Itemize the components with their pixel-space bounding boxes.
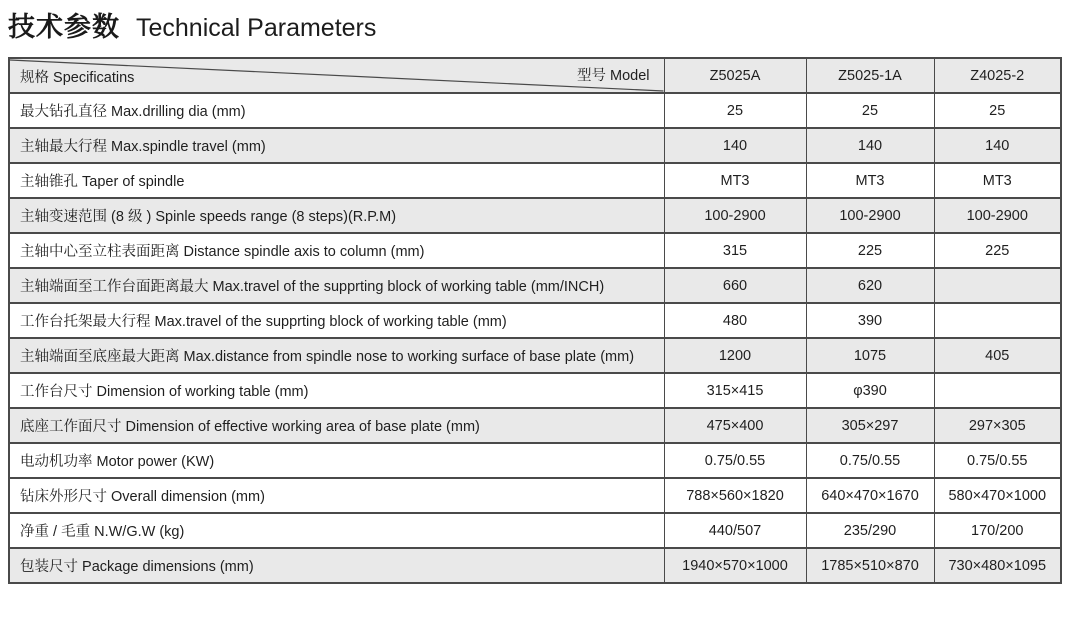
spec-header-label: 规格 Specificatins <box>20 70 135 86</box>
row-label: 最大钻孔直径 Max.drilling dia (mm) <box>9 93 664 128</box>
row-label: 钻床外形尺寸 Overall dimension (mm) <box>9 478 664 513</box>
row-value: 140 <box>664 128 806 163</box>
spec-model-header-cell <box>9 58 664 93</box>
table-row <box>9 478 1061 513</box>
page-title-en: Technical Parameters <box>136 14 377 42</box>
row-value: MT3 <box>664 163 806 198</box>
row-value: 315 <box>664 233 806 268</box>
row-value: 1200 <box>664 338 806 373</box>
table-row <box>9 198 1061 233</box>
row-value: 25 <box>934 93 1061 128</box>
table-header-row <box>9 58 1061 93</box>
row-value: 225 <box>806 233 934 268</box>
row-value: 25 <box>806 93 934 128</box>
row-label: 主轴锥孔 Taper of spindle <box>9 163 664 198</box>
table-row <box>9 128 1061 163</box>
row-value: 1075 <box>806 338 934 373</box>
row-value: 225 <box>934 233 1061 268</box>
row-value: 390 <box>806 303 934 338</box>
row-value: 297×305 <box>934 408 1061 443</box>
row-label: 主轴最大行程 Max.spindle travel (mm) <box>9 128 664 163</box>
row-value: 170/200 <box>934 513 1061 548</box>
row-value: MT3 <box>806 163 934 198</box>
row-value <box>934 303 1061 338</box>
row-value: 305×297 <box>806 408 934 443</box>
row-value: 0.75/0.55 <box>806 443 934 478</box>
row-value: 730×480×1095 <box>934 548 1061 583</box>
table-row <box>9 338 1061 373</box>
row-label: 净重 / 毛重 N.W/G.W (kg) <box>9 513 664 548</box>
row-value <box>934 268 1061 303</box>
row-value: 0.75/0.55 <box>664 443 806 478</box>
table-body <box>9 93 1061 583</box>
model-header-label: 型号 Model <box>576 68 650 84</box>
row-value: 1785×510×870 <box>806 548 934 583</box>
table-row <box>9 303 1061 338</box>
row-label: 主轴中心至立柱表面距离 Distance spindle axis to column (mm) <box>9 233 664 268</box>
row-label: 电动机功率 Motor power (KW) <box>9 443 664 478</box>
table-row <box>9 233 1061 268</box>
row-label: 底座工作面尺寸 Dimension of effective working area of base plate (mm) <box>9 408 664 443</box>
table-row <box>9 373 1061 408</box>
column-header-model-1: Z5025A <box>664 58 806 93</box>
row-label: 主轴端面至底座最大距离 Max.distance from spindle nose to working surface of base plate (mm) <box>9 338 664 373</box>
technical-parameters-table <box>8 57 1062 584</box>
table-row <box>9 443 1061 478</box>
row-value: 0.75/0.55 <box>934 443 1061 478</box>
page-title <box>8 5 376 44</box>
row-value: 440/507 <box>664 513 806 548</box>
row-value: 475×400 <box>664 408 806 443</box>
row-value: 580×470×1000 <box>934 478 1061 513</box>
table-row <box>9 268 1061 303</box>
column-header-model-2: Z5025-1A <box>806 58 934 93</box>
row-value: 788×560×1820 <box>664 478 806 513</box>
row-value: 315×415 <box>664 373 806 408</box>
table-row <box>9 513 1061 548</box>
row-value: 140 <box>934 128 1061 163</box>
table-row <box>9 163 1061 198</box>
row-value <box>934 373 1061 408</box>
row-value: 640×470×1670 <box>806 478 934 513</box>
page-title-zh: 技术参数 <box>8 12 120 42</box>
row-value: 140 <box>806 128 934 163</box>
table-row <box>9 408 1061 443</box>
row-value: 1940×570×1000 <box>664 548 806 583</box>
row-label: 工作台托架最大行程 Max.travel of the supprting block of working table (mm) <box>9 303 664 338</box>
row-value: 480 <box>664 303 806 338</box>
row-value: 405 <box>934 338 1061 373</box>
table-row <box>9 93 1061 128</box>
column-header-model-3: Z4025-2 <box>934 58 1061 93</box>
row-value: 620 <box>806 268 934 303</box>
row-value: φ390 <box>806 373 934 408</box>
row-value: 235/290 <box>806 513 934 548</box>
row-value: 100-2900 <box>664 198 806 233</box>
row-value: 660 <box>664 268 806 303</box>
row-value: 100-2900 <box>806 198 934 233</box>
table-row <box>9 548 1061 583</box>
row-label: 包装尺寸 Package dimensions (mm) <box>9 548 664 583</box>
row-value: 100-2900 <box>934 198 1061 233</box>
row-label: 主轴端面至工作台面距离最大 Max.travel of the supprting block of working table (mm/INCH) <box>9 268 664 303</box>
row-label: 工作台尺寸 Dimension of working table (mm) <box>9 373 664 408</box>
row-value: MT3 <box>934 163 1061 198</box>
row-value: 25 <box>664 93 806 128</box>
row-label: 主轴变速范围 (8 级 ) Spinle speeds range (8 steps)(R.P.M) <box>9 198 664 233</box>
